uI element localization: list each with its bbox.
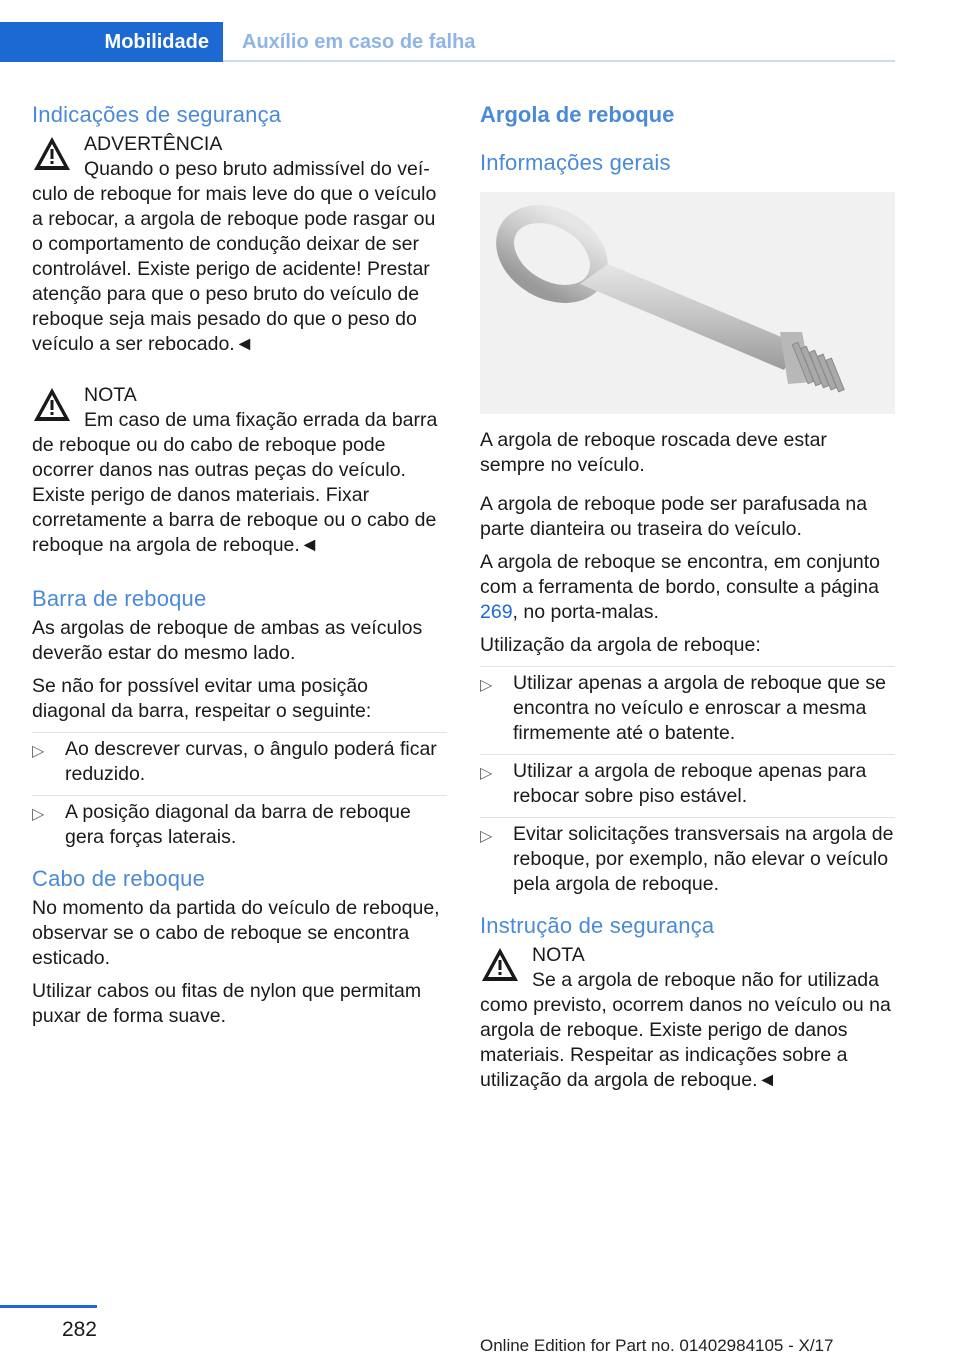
bar-list	[32, 732, 447, 850]
paragraph: No momento da partida do veículo de reboque, observar se o cabo de reboque se encontra esticado.	[32, 897, 440, 969]
paragraph: A argola de reboque pode ser parafusada na parte dianteira ou traseira do veículo.	[480, 493, 868, 540]
arrow-right-icon: ▷	[32, 806, 45, 823]
note-text-first: Se a argola de reboque não for utilizada	[532, 969, 879, 991]
top-navigation	[0, 0, 895, 62]
arrow-right-icon: ▷	[32, 743, 45, 760]
warning-text: culo de reboque for mais leve do que o veículo a rebocar, a argola de reboque pode rasgar ou o comportamento de condução deixar de ser controlável. Existe perigo de acidente! Prestar atenção para que o peso bruto do veículo de reboque seja mais pesado do que o peso do veículo a ser rebocado.◄	[32, 183, 437, 355]
paragraph: Se não for possível evitar uma posição diagonal da barra, respeitar o seguinte:	[32, 675, 372, 722]
usage-list	[480, 666, 895, 897]
section-title: Argola de reboque	[480, 102, 675, 127]
cable-heading: Cabo de reboque	[32, 866, 206, 891]
tow-hook-illustration	[480, 192, 895, 414]
page-number: 282	[61, 1318, 97, 1341]
note-block	[32, 383, 447, 558]
safety-heading: Indicações de segurança	[32, 102, 282, 127]
paragraph: A argola de reboque se encontra, em conjunto com a ferramenta de bordo, consulte a página 269, no porta-malas.	[480, 551, 881, 623]
note-label: NOTA	[532, 944, 585, 966]
bar-heading: Barra de reboque	[32, 586, 207, 611]
warning-icon	[32, 385, 72, 425]
warning-icon	[480, 945, 520, 985]
warning-icon	[32, 134, 72, 174]
page-number-rule	[0, 1305, 97, 1308]
list-item: ▷ Evitar solicitações transversais na argola de reboque, por exemplo, não elevar o veículo pela argola de reboque.	[480, 817, 895, 897]
tab-mobilidade[interactable]: Mobilidade	[0, 22, 223, 62]
safety-instruction-heading: Instrução de segurança	[480, 913, 715, 938]
note-text: como previsto, ocorrem danos no veículo ou na argola de reboque. Existe perigo de danos materiais. Respeitar as indicações sobre a utilização da argola de reboque.◄	[480, 994, 891, 1091]
tow-hook-image	[480, 192, 895, 414]
page-link[interactable]: 269	[480, 601, 513, 623]
tab-divider	[223, 60, 895, 62]
paragraph: As argolas de reboque de ambas as veículos deverão estar do mesmo lado.	[32, 617, 423, 664]
list-item: ▷ A posição diagonal da barra de reboque gera forças laterais.	[32, 795, 447, 850]
paragraph: Utilizar cabos ou fitas de nylon que permitam puxar de forma suave.	[32, 980, 422, 1027]
subsection-title: Informações gerais	[480, 150, 671, 175]
tab-auxilio[interactable]: Auxílio em caso de falha	[242, 31, 476, 53]
right-column	[480, 100, 895, 1119]
arrow-right-icon: ▷	[480, 828, 493, 845]
note-text-first: Em caso de uma fixação errada da barra	[84, 409, 438, 431]
left-column	[32, 100, 447, 1037]
warning-block	[32, 132, 447, 357]
warning-text-first: Quando o peso bruto admissível do veí-	[84, 158, 430, 180]
note-text: de reboque ou do cabo de reboque pode ocorrer danos nas outras peças do veículo. Existe perigo de danos materiais. Fixar corretamente a barra de reboque ou o cabo de reboque na argola de reboque.◄	[32, 434, 437, 556]
paragraph: Utilização da argola de reboque:	[480, 634, 761, 656]
arrow-right-icon: ▷	[480, 765, 493, 782]
list-item: ▷ Ao descrever curvas, o ângulo poderá ficar reduzido.	[32, 732, 447, 787]
paragraph: A argola de reboque roscada deve estar sempre no veículo.	[480, 429, 827, 476]
warning-label: ADVERTÊNCIA	[84, 133, 223, 155]
list-item: ▷ Utilizar a argola de reboque apenas para rebocar sobre piso estável.	[480, 754, 895, 809]
list-item: ▷ Utilizar apenas a argola de reboque que se encontra no veículo e enroscar a mesma firmemente até o batente.	[480, 666, 895, 746]
note-block	[480, 943, 895, 1093]
arrow-right-icon: ▷	[480, 677, 493, 694]
edition-footer: Online Edition for Part no. 01402984105 - X/17	[480, 1336, 834, 1355]
note-label: NOTA	[84, 384, 137, 406]
